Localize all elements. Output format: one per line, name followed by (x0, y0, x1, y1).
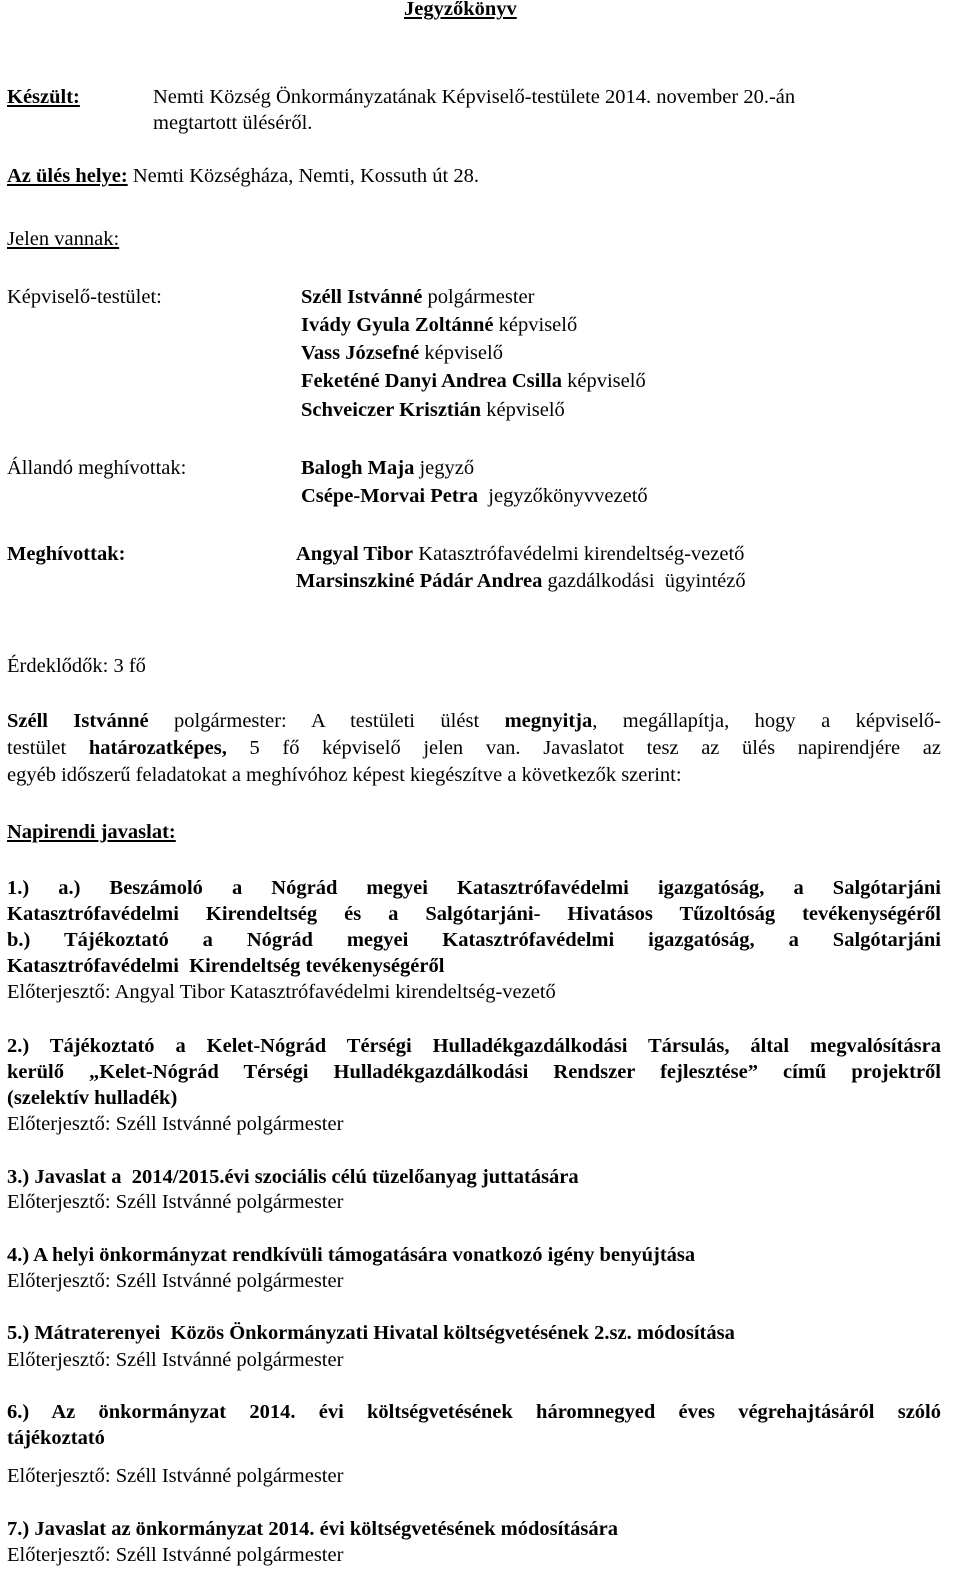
keszult-label: Készült: (7, 86, 80, 108)
agenda-item-2-line-3: (szelektív hulladék) (7, 1087, 178, 1109)
agenda-item-6-line-1: 6.) Az önkormányzat 2014. évi költségvetésének háromnegyed éves végrehajtásáról szóló (7, 1401, 941, 1423)
council-member-4 (301, 368, 646, 394)
interested-count: Érdeklődők: 3 fő (7, 655, 146, 677)
agenda-item-4-presenter: Előterjesztő: Széll Istvánné polgármester (7, 1270, 344, 1292)
agenda-item-6-line-2: tájékoztató (7, 1427, 105, 1449)
member-role: képviselő (481, 399, 565, 421)
invitee-2 (296, 568, 746, 594)
member-role: Katasztrófavédelmi kirendeltség-vezető (413, 543, 745, 565)
council-label: Képviselő-testület: (7, 286, 162, 308)
permanent-invitees-label: Állandó meghívottak: (7, 457, 187, 479)
member-role: képviselő (562, 370, 646, 392)
intro-text: , megállapítja, hogy a képviselő- (592, 710, 941, 732)
agenda-item-5-presenter: Előterjesztő: Széll Istvánné polgármester (7, 1349, 344, 1371)
intro-line-2 (7, 735, 941, 761)
agenda-item-1b-line-2: Katasztrófavédelmi Kirendeltség tevékenységéről (7, 955, 445, 977)
council-member-5 (301, 397, 565, 423)
agenda-item-1a-line-1: 1.) a.) Beszámoló a Nógrád megyei Katasztrófavédelmi igazgatóság, a Salgótarjáni (7, 877, 941, 899)
council-member-1 (301, 284, 534, 310)
agenda-item-7-presenter: Előterjesztő: Széll Istvánné polgármester (7, 1544, 344, 1566)
agenda-item-3-presenter: Előterjesztő: Széll Istvánné polgármester (7, 1191, 344, 1213)
member-role: polgármester (422, 286, 535, 308)
intro-text: testület (7, 737, 89, 759)
attendees-heading: Jelen vannak: (7, 228, 120, 250)
member-name: Ivády Gyula Zoltánné (301, 314, 494, 336)
member-name: Csépe-Morvai Petra (301, 485, 479, 507)
agenda-item-1a-line-2: Katasztrófavédelmi Kirendeltség és a Salgótarjáni- Hivatásos Tűzoltóság tevékenységéről (7, 903, 941, 925)
intro-line-1 (7, 708, 941, 734)
member-name: Angyal Tibor (296, 543, 414, 565)
agenda-item-5: 5.) Mátraterenyei Közös Önkormányzati Hivatal költségvetésének 2.sz. módosítása (7, 1322, 735, 1344)
member-role: gazdálkodási ügyintéző (542, 570, 746, 592)
invitee-1 (296, 541, 744, 567)
member-name: Balogh Maja (301, 457, 415, 479)
member-name: Feketéné Danyi Andrea Csilla (301, 370, 562, 392)
intro-emphasis: határozatképes, (88, 737, 227, 759)
member-name: Széll Istvánné (301, 286, 423, 308)
permanent-invitee-1 (301, 455, 474, 481)
mayor-name: Széll Istvánné (7, 710, 149, 732)
permanent-invitee-2 (301, 483, 648, 509)
meeting-place-label: Az ülés helye: (7, 165, 128, 187)
intro-text: polgármester: A testületi ülést (148, 710, 505, 732)
member-name: Vass Józsefné (301, 342, 420, 364)
member-role: jegyző (414, 457, 475, 479)
agenda-heading: Napirendi javaslat: (7, 821, 176, 843)
keszult-line-1: Nemti Község Önkormányzatának Képviselő-testülete 2014. november 20.-án (153, 86, 796, 108)
member-name: Marsinszkiné Pádár Andrea (296, 570, 543, 592)
council-member-2 (301, 312, 577, 338)
keszult-line-2: megtartott üléséről. (153, 112, 313, 134)
document-title: Jegyzőkönyv (404, 0, 517, 20)
agenda-item-2-line-2: kerülő „Kelet-Nógrád Térségi Hulladékgazdálkodási Rendszer fejlesztése” című projektről (7, 1061, 941, 1083)
agenda-item-6-presenter: Előterjesztő: Széll Istvánné polgármester (7, 1465, 344, 1487)
invitees-label: Meghívottak: (7, 543, 126, 565)
agenda-item-7: 7.) Javaslat az önkormányzat 2014. évi költségvetésének módosítására (7, 1518, 618, 1540)
member-name: Schveiczer Krisztián (301, 399, 482, 421)
member-role: képviselő (493, 314, 578, 336)
intro-emphasis: megnyitja (504, 710, 593, 732)
member-role: képviselő (419, 342, 503, 364)
agenda-item-2-presenter: Előterjesztő: Széll Istvánné polgármester (7, 1113, 344, 1135)
member-role: jegyzőkönyvvezető (478, 485, 648, 507)
meeting-place-value: Nemti Községháza, Nemti, Kossuth út 28. (127, 165, 479, 187)
meeting-place (7, 163, 479, 189)
agenda-item-2-line-1: 2.) Tájékoztató a Kelet-Nógrád Térségi Hulladékgazdálkodási Társulás, által megvalósításra (7, 1035, 941, 1057)
agenda-item-1b-line-1: b.) Tájékoztató a Nógrád megyei Katasztrófavédelmi igazgatóság, a Salgótarjáni (7, 929, 941, 951)
agenda-item-4: 4.) A helyi önkormányzat rendkívüli támogatására vonatkozó igény benyújtása (7, 1244, 696, 1266)
agenda-item-3: 3.) Javaslat a 2014/2015.évi szociális célú tüzelőanyag juttatására (7, 1166, 579, 1188)
intro-text: 5 fő képviselő jelen van. Javaslatot tesz az ülés napirendjére az (226, 737, 941, 759)
council-member-3 (301, 340, 503, 366)
agenda-item-1-presenter: Előterjesztő: Angyal Tibor Katasztrófavédelmi kirendeltség-vezető (7, 981, 556, 1003)
intro-line-3: egyéb időszerű feladatokat a meghívóhoz képest kiegészítve a következők szerint: (7, 764, 682, 786)
